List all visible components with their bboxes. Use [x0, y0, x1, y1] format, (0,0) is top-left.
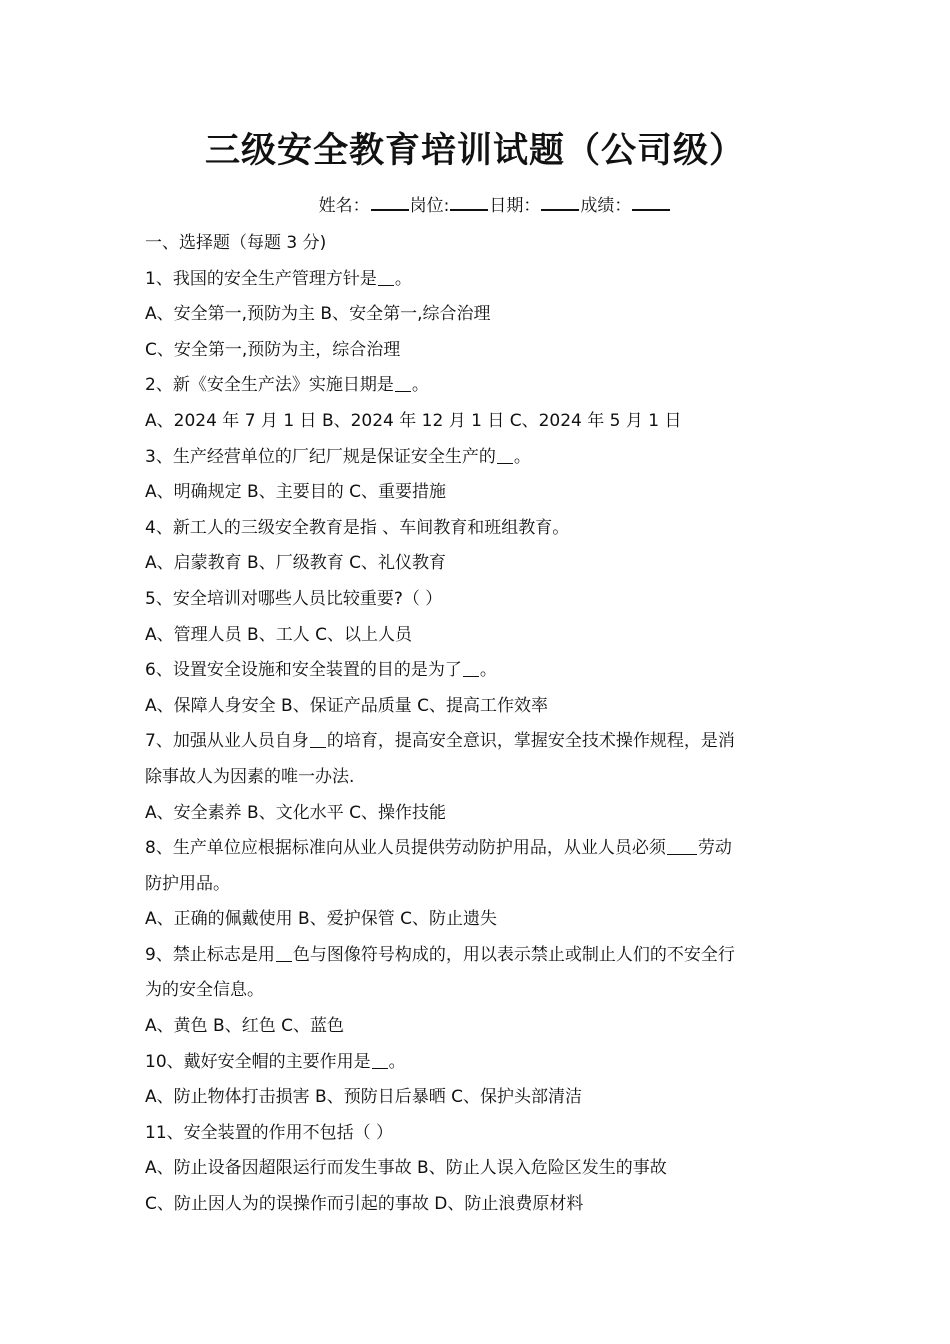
question-7-options: A、安全素养 B、文化水平 C、操作技能	[145, 802, 446, 823]
question-text: 9、禁止标志是用	[145, 944, 275, 965]
examinee-info-line	[0, 191, 950, 219]
date-label: 日期：	[489, 196, 541, 216]
question-text: 色与图像符号构成的，用以表示禁止或制止人们的不安全行	[292, 944, 735, 965]
question-1-options: C、安全第一,预防为主，综合治理	[145, 339, 401, 360]
post-blank[interactable]	[450, 191, 488, 211]
question-1	[145, 262, 815, 298]
question-10	[145, 1045, 815, 1081]
question-text: 10、戴好安全帽的主要作用是	[145, 1051, 371, 1072]
question-text: 6、设置安全设施和安全装置的目的是为了	[145, 660, 462, 681]
question-6-options: A、保障人身安全 B、保证产品质量 C、提高工作效率	[145, 695, 548, 716]
question-11-options: C、防止因人为的误操作而引起的事故 D、防止浪费原材料	[145, 1194, 584, 1215]
question-text: 8、生产单位应根据标准向从业人员提供劳动防护用品，从业人员必须	[145, 838, 666, 859]
question-10-options: A、防止物体打击损害 B、预防日后暴晒 C、保护头部清洁	[145, 1087, 582, 1108]
question-text: 。	[513, 446, 531, 467]
question-list	[145, 226, 815, 1223]
question-7	[145, 724, 815, 760]
question-text: 的培育，提高安全意识，掌握安全技术操作规程，是消	[326, 731, 735, 752]
name-label: 姓名：	[318, 196, 370, 216]
score-label: 成绩：	[580, 196, 632, 216]
question-3	[145, 440, 815, 476]
question-5-options: A、管理人员 B、工人 C、以上人员	[145, 624, 412, 645]
question-4: 4、新工人的三级安全教育是指 、车间教育和班组教育。	[145, 517, 570, 538]
question-1-options: A、安全第一,预防为主 B、安全第一,综合治理	[145, 304, 491, 325]
answer-blank[interactable]	[372, 1050, 388, 1069]
question-9	[145, 938, 815, 974]
document-title: 三级安全教育培训试题（公司级）	[204, 130, 745, 171]
date-blank[interactable]	[541, 191, 579, 211]
section-heading: 一、选择题（每题 3 分)	[145, 233, 327, 253]
question-text: 劳动	[697, 838, 732, 859]
question-9-options: A、黄色 B、红色 C、蓝色	[145, 1016, 344, 1037]
question-text: 1、我国的安全生产管理方针是	[145, 268, 377, 289]
answer-blank[interactable]	[497, 445, 513, 464]
answer-blank[interactable]	[395, 373, 411, 392]
question-7-continued: 除事故人为因素的唯一办法.	[145, 766, 355, 787]
question-text: 7、加强从业人员自身	[145, 731, 309, 752]
question-8-options: A、正确的佩戴使用 B、爱护保管 C、防止遗失	[145, 909, 497, 930]
question-11: 11、安全装置的作用不包括（ ）	[145, 1122, 394, 1143]
question-2	[145, 368, 815, 404]
answer-blank[interactable]	[310, 729, 326, 748]
name-blank[interactable]	[371, 191, 409, 211]
answer-blank[interactable]	[667, 836, 697, 855]
answer-blank[interactable]	[276, 943, 292, 962]
question-8	[145, 831, 815, 867]
question-9-continued: 为的安全信息。	[145, 980, 264, 1001]
question-2-options: A、2024 年 7 月 1 日 B、2024 年 12 月 1 日 C、2024 年 5 月 1 日	[145, 410, 682, 431]
question-text: 。	[388, 1051, 406, 1072]
question-8-continued: 防护用品。	[145, 873, 230, 894]
question-text: 2、新《安全生产法》实施日期是	[145, 375, 394, 396]
score-blank[interactable]	[632, 191, 670, 211]
question-text: 。	[411, 375, 429, 396]
question-5: 5、安全培训对哪些人员比较重要?（ ）	[145, 588, 443, 609]
answer-blank[interactable]	[463, 658, 479, 677]
question-text: 3、生产经营单位的厂纪厂规是保证安全生产的	[145, 446, 496, 467]
answer-blank[interactable]	[378, 267, 394, 286]
question-3-options: A、明确规定 B、主要目的 C、重要措施	[145, 482, 446, 503]
question-text: 。	[394, 268, 412, 289]
question-4-options: A、启蒙教育 B、厂级教育 C、礼仪教育	[145, 553, 446, 574]
question-11-options: A、防止设备因超限运行而发生事故 B、防止人误入危险区发生的事故	[145, 1158, 667, 1179]
question-text: 。	[479, 660, 497, 681]
question-6	[145, 653, 815, 689]
post-label: 岗位:	[409, 196, 450, 216]
